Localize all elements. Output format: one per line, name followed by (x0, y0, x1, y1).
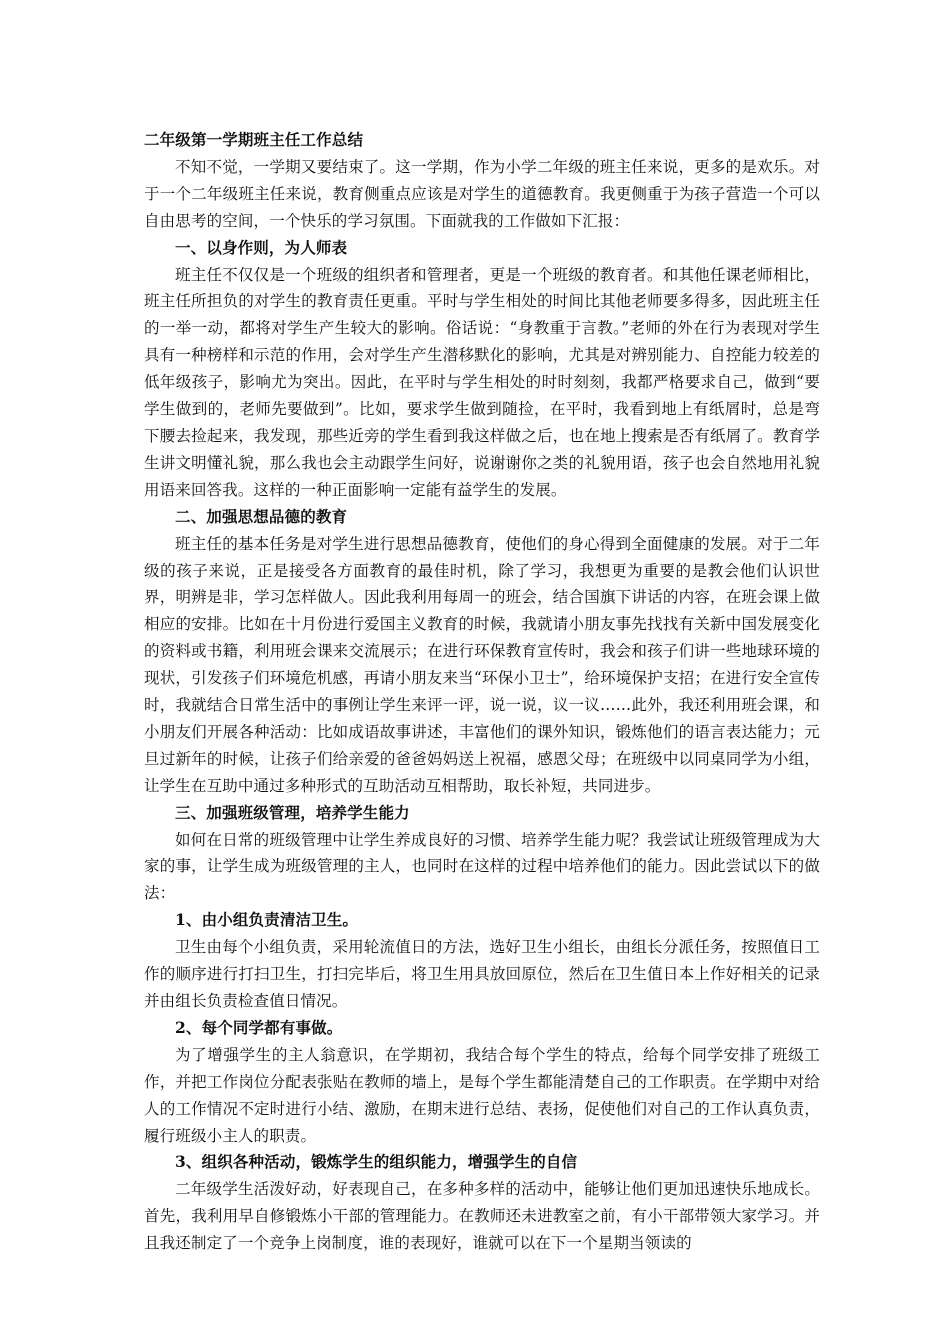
subsection-heading-3: 3、组织各种活动，锻炼学生的组织能力，增强学生的自信 (175, 1152, 578, 1172)
section-heading-2: 二、加强思想品德的教育 (175, 506, 348, 526)
subsection-body-3: 二年级学生活泼好动，好表现自己，在多种多样的活动中，能够让他们更加迅速快乐地成长。首先，我利用早自修锻炼小干部的管理能力。在教师还未进教室之前，有小干部带领大家学习。并且我还制定了一个竞争上岗制度，谁的表现好，谁就可以在下一个星期当领读的 (144, 1180, 820, 1253)
document-title: 二年级第一学期班主任工作总结 (144, 130, 364, 149)
subsection-body-2: 为了增强学生的主人翁意识，在学期初，我结合每个学生的特点，给每个同学安排了班级工作，并把工作岗位分配表张贴在教师的墙上，是每个学生都能清楚自己的工作职责。在学期中对给人的工作情况不定时进行小结、激励，在期末进行总结、表扬，促使他们对自己的工作认真负责，履行班级小主人的职责。 (144, 1045, 820, 1145)
section-body-1: 班主任不仅仅是一个班级的组织者和管理者，更是一个班级的教育者。和其他任课老师相比，班主任所担负的对学生的教育责任更重。平时与学生相处的时间比其他老师要多得多，因此班主任的一举一动，都将对学生产生较大的影响。俗话说：“身教重于言教。”老师的外在行为表现对学生具有一种榜样和示范的作用，会对学生产生潜移默化的影响，尤其是对辨别能力、自控能力较差的低年级孩子，影响尤为突出。因此，在平时与学生相处的时时刻刻，我都严格要求自己，做到“要学生做到的，老师先要做到”。比如，要求学生做到随捡，在平时，我看到地上有纸屑时，总是弯下腰去捡起来，我发现，那些近旁的学生看到我这样做之后，也在地上搜索是否有纸屑了。教育学生讲文明懂礼貌，那么我也会主动跟学生问好，说谢谢你之类的礼貌用语，孩子也会自然地用礼貌用语来回答我。这样的一种正面影响一定能有益学生的发展。 (144, 265, 820, 499)
subsection-body-1: 卫生由每个小组负责，采用轮流值日的方法，选好卫生小组长，由组长分派任务，按照值日工作的顺序进行打扫卫生，打扫完毕后，将卫生用具放回原位，然后在卫生值日本上作好相关的记录并由组长负责检查值日情况。 (144, 938, 820, 1010)
intro-paragraph: 不知不觉，一学期又要结束了。这一学期，作为小学二年级的班主任来说，更多的是欢乐。对于一个二年级班主任来说，教育侧重点应该是对学生的道德教育。我更侧重于为孩子营造一个可以自由思考的空间，一个快乐的学习氛围。下面就我的工作做如下汇报： (144, 157, 820, 230)
section-body-3: 如何在日常的班级管理中让学生养成良好的习惯、培养学生能力呢？我尝试让班级管理成为大家的事，让学生成为班级管理的主人，也同时在这样的过程中培养他们的能力。因此尝试以下的做法： (144, 830, 820, 903)
section-heading-1: 一、以身作则，为人师表 (175, 237, 348, 257)
subsection-heading-1: 1、由小组负责清洁卫生。 (175, 910, 359, 930)
section-body-2: 班主任的基本任务是对学生进行思想品德教育，使他们的身心得到全面健康的发展。对于二年级的孩子来说，正是接受各方面教育的最佳时机，除了学习，我想更为重要的是教会他们认识世界，明辨是非，学习怎样做人。因此我利用每周一的班会，结合国旗下讲话的内容，在班会课上做相应的安排。比如在十月份进行爱国主义教育的时候，我就请小朋友事先找找有关新中国发展变化的资料或书籍，利用班会课来交流展示；在进行环保教育宣传时，我会和孩子们讲一些地球环境的现状，引发孩子们环境危机感，再请小朋友来当“环保小卫士”，给环境保护支招；在进行安全宣传时，我就结合日常生活中的事例让学生来评一评，说一说，议一议……此外，我还利用班会课，和小朋友们开展各种活动：比如成语故事讲述，丰富他们的课外知识，锻炼他们的语言表达能力；元旦过新年的时候，让孩子们给亲爱的爸爸妈妈送上祝福，感恩父母；在班级中以同桌同学为小组，让学生在互助中通过多种形式的互助活动互相帮助，取长补短，共同进步。 (144, 534, 820, 795)
subsection-heading-2: 2、每个同学都有事做。 (175, 1017, 343, 1037)
document-page (144, 127, 820, 1257)
section-heading-3: 三、加强班级管理，培养学生能力 (175, 802, 410, 822)
